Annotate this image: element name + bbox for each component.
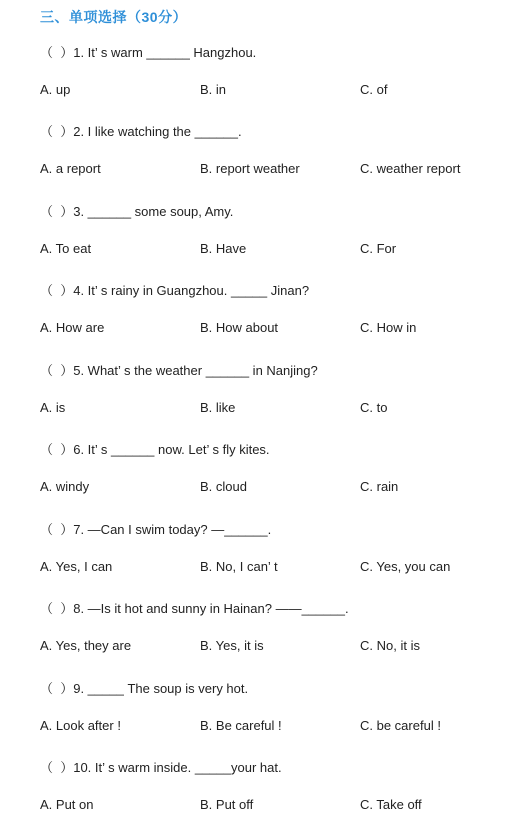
option-c: C. Yes, you can xyxy=(360,559,451,574)
question-8-options xyxy=(40,637,500,655)
question-4-options xyxy=(40,319,500,337)
option-a: A. To eat xyxy=(40,241,92,256)
question-2-options xyxy=(40,160,500,178)
option-b: B. Put off xyxy=(200,797,254,812)
question-2-stem: （ ）2. I like watching the ______. xyxy=(40,124,242,139)
question-7-options xyxy=(40,558,500,576)
option-a: A. a report xyxy=(40,161,101,176)
section-title: 三、单项选择（30分） xyxy=(40,9,188,25)
option-c: C. No, it is xyxy=(360,638,420,653)
option-a: A. Yes, they are xyxy=(40,638,132,653)
option-c: C. Take off xyxy=(360,797,422,812)
question-1-stem: （ ）1. It’ s warm ______ Hangzhou. xyxy=(40,45,257,60)
option-a: A. windy xyxy=(40,479,90,494)
option-a: A. How are xyxy=(40,320,105,335)
option-a: A. Yes, I can xyxy=(40,559,113,574)
option-c: C. rain xyxy=(360,479,399,494)
question-5-options xyxy=(40,399,500,417)
option-b: B. How about xyxy=(200,320,279,335)
option-b: B. Be careful ! xyxy=(200,718,282,733)
question-10-options xyxy=(40,796,500,814)
question-9-options xyxy=(40,717,500,735)
option-b: B. cloud xyxy=(200,479,247,494)
option-c: C. be careful ! xyxy=(360,718,441,733)
option-c: C. How in xyxy=(360,320,417,335)
option-b: B. like xyxy=(200,400,236,415)
question-9-stem: （ ）9. _____ The soup is very hot. xyxy=(40,681,249,696)
question-10-stem: （ ）10. It’ s warm inside. _____your hat. xyxy=(40,760,282,775)
option-a: A. Look after ! xyxy=(40,718,121,733)
option-a: A. Put on xyxy=(40,797,94,812)
option-c: C. weather report xyxy=(360,161,461,176)
option-b: B. report weather xyxy=(200,161,300,176)
option-b: B. No, I can’ t xyxy=(200,559,278,574)
option-b: B. Have xyxy=(200,241,247,256)
question-3-options xyxy=(40,240,500,258)
option-c: C. to xyxy=(360,400,388,415)
question-3-stem: （ ）3. ______ some soup, Amy. xyxy=(40,204,234,219)
question-8-stem: （ ）8. —Is it hot and sunny in Hainan? ——______. xyxy=(40,601,349,616)
option-a: A. is xyxy=(40,400,66,415)
question-7-stem: （ ）7. —Can I swim today? —______. xyxy=(40,522,272,537)
question-5-stem: （ ）5. What’ s the weather ______ in Nanjing? xyxy=(40,363,318,378)
question-1-options xyxy=(40,81,500,99)
option-c: C. of xyxy=(360,82,388,97)
option-a: A. up xyxy=(40,82,71,97)
option-c: C. For xyxy=(360,241,397,256)
question-6-options xyxy=(40,478,500,496)
question-4-stem: （ ）4. It’ s rainy in Guangzhou. _____ Jinan? xyxy=(40,283,310,298)
question-6-stem: （ ）6. It’ s ______ now. Let’ s fly kites. xyxy=(40,442,270,457)
option-b: B. Yes, it is xyxy=(200,638,264,653)
option-b: B. in xyxy=(200,82,227,97)
